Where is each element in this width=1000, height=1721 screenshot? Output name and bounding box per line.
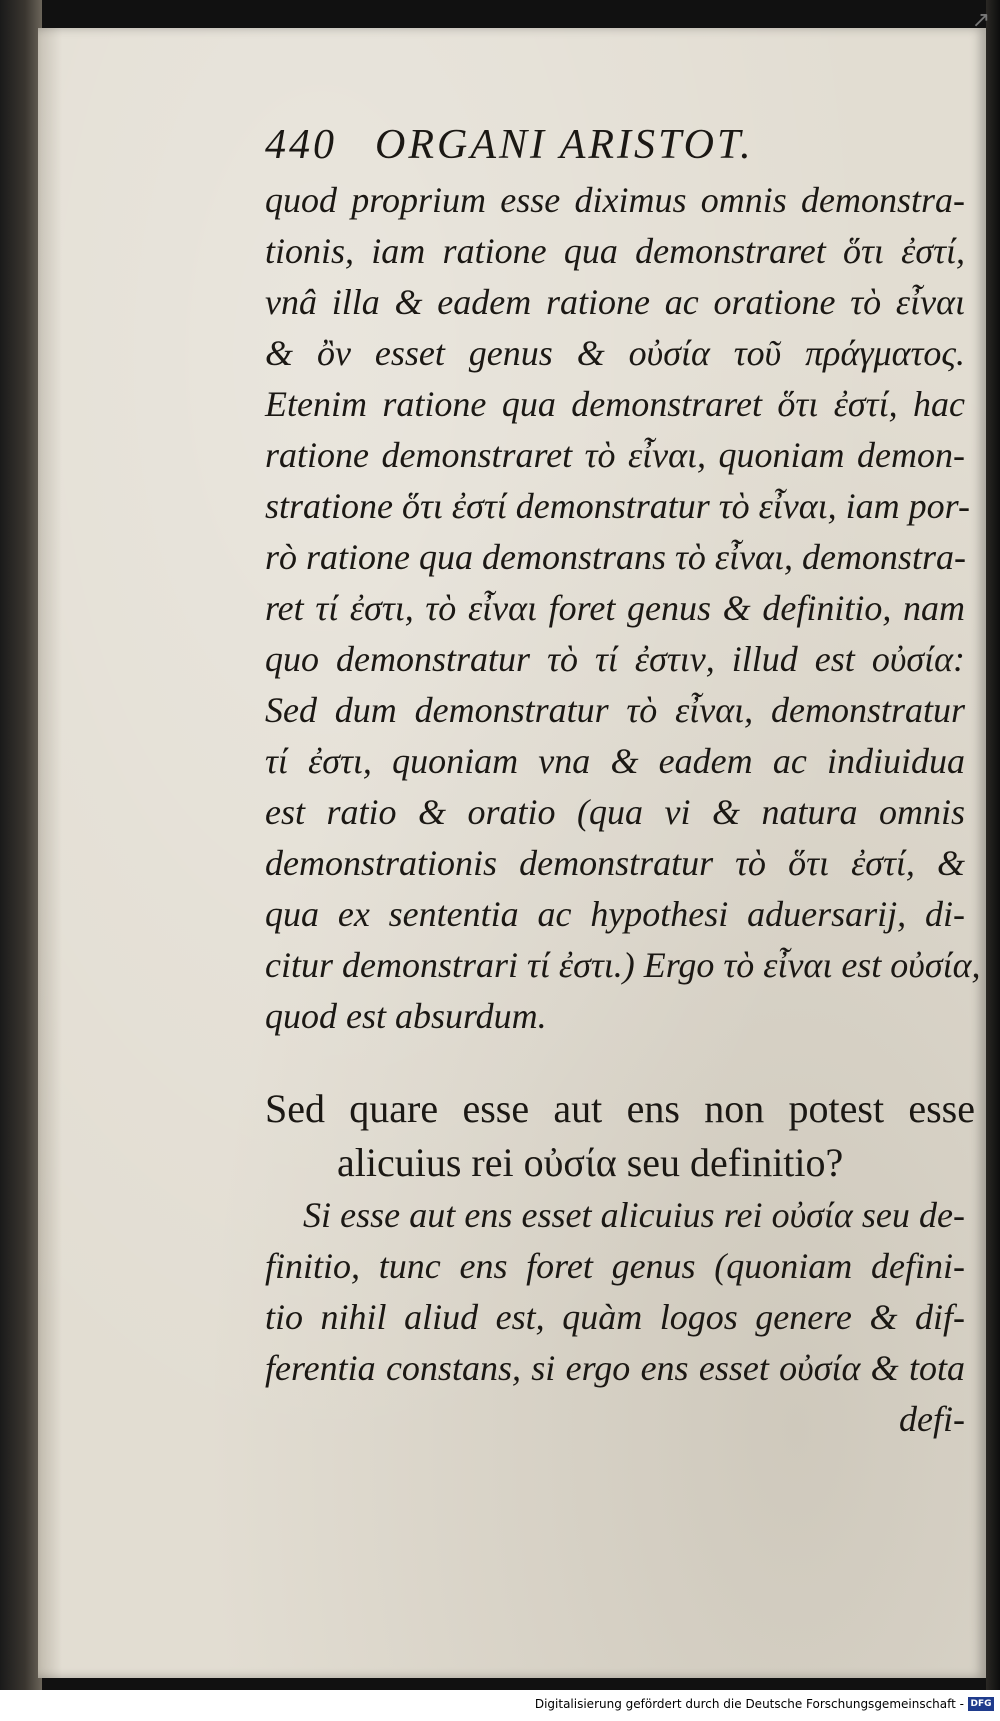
text-line: tio nihil aliud est, quàm logos genere & dif- [265,1297,965,1337]
running-head [265,115,965,175]
text-line: qua ex sententia ac hypothesi aduersarij, di- [265,894,965,934]
text-line: vnâ illa & eadem ratione ac oratione τὸ εἶναι [265,282,965,322]
text-line: ratione demonstraret τὸ εἶναι, quoniam demon- [265,435,965,475]
page-text [265,115,981,1445]
page-edge [986,0,1000,1721]
dfg-logo[interactable]: DFG [968,1697,994,1711]
text-line: demonstrationis demonstratur τὸ ὅτι ἐστί, & [265,843,965,883]
text-line: quod proprium esse diximus omnis demonstra- [265,180,965,220]
text-line: Etenim ratione qua demonstraret ὅτι ἐστί, hac [265,384,965,424]
running-title: ORGANI ARISTOT. [375,122,754,168]
text-line: τί ἐστι, quoniam vna & eadem ac indiuidua [265,741,965,781]
catchword: defi- [899,1399,965,1439]
text-line: citur demonstrari τί ἐστι.) Ergo τὸ εἶναι est οὐσία, [265,945,981,985]
funding-credit: Digitalisierung gefördert durch die Deutsche Forschungsgemeinschaft - [534,1697,964,1711]
text-line: & ὂν esset genus & οὐσία τοῦ πράγματος. [265,333,965,373]
text-line: tionis, iam ratione qua demonstraret ὅτι ἐστί, [265,231,965,271]
section-heading-line: alicuius rei οὐσία seu definitio? [337,1140,844,1185]
text-line: est ratio & oratio (qua vi & natura omnis [265,792,965,832]
spacer [265,1042,965,1082]
corner-arrow-icon: ↗ [971,8,991,33]
text-line: Sed dum demonstratur τὸ εἶναι, demonstratur [265,690,965,730]
text-line: ferentia constans, si ergo ens esset οὐσία & tota [265,1348,965,1388]
binding-shadow [0,0,42,1721]
text-line: Si esse aut ens esset alicuius rei οὐσία seu de- [303,1195,965,1235]
section-heading-line: Sed quare esse aut ens non potest esse [265,1086,975,1131]
text-line: quod est absurdum. [265,996,547,1036]
text-line: rò ratione qua demonstrans τὸ εἶναι, demonstra- [265,537,966,577]
text-line: finitio, tunc ens foret genus (quoniam defini- [265,1246,965,1286]
text-line: stratione ὅτι ἐστί demonstratur τὸ εἶναι, iam por- [265,486,970,526]
page-number: 440 [265,122,337,168]
text-line: quo demonstratur τὸ τί ἐστιν, illud est οὐσία: [265,639,965,679]
text-line: ret τί ἐστι, τὸ εἶναι foret genus & definitio, nam [265,588,965,628]
